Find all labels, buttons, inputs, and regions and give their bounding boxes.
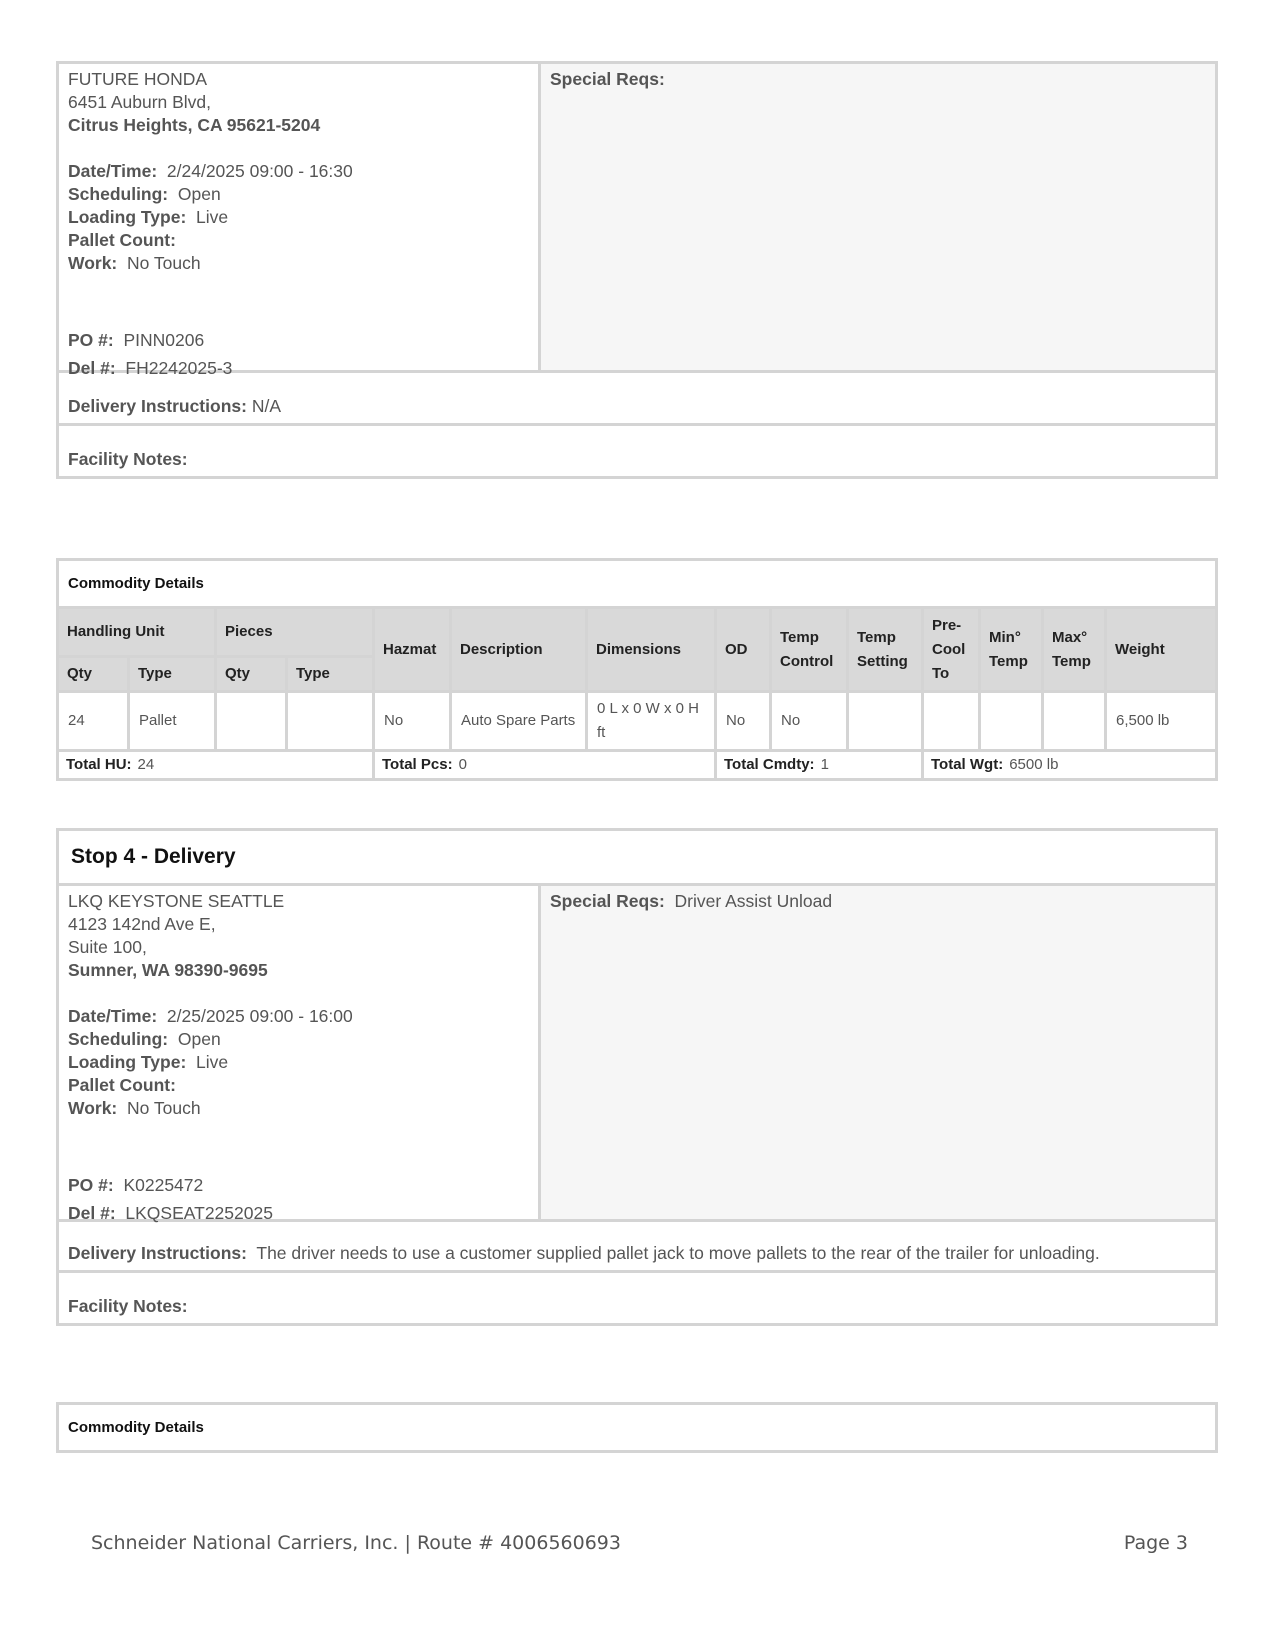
footer-route-info: Schneider National Carriers, Inc. | Route # 4006560693 (91, 1532, 621, 1554)
header-hazmat: Hazmat (374, 608, 451, 692)
stop3-facility-notes: Facility Notes: (68, 449, 188, 469)
header-description: Description (451, 608, 587, 692)
total-pcs: Total Pcs: 0 (374, 751, 716, 780)
stop4-panel (56, 828, 1218, 1326)
stop4-address-column (59, 886, 541, 1223)
totals-row (58, 751, 1217, 780)
cell-hazmat: No (374, 692, 451, 751)
stop3-facility-name: FUTURE HONDA (68, 69, 208, 89)
stop4-heading: Stop 4 - Delivery (59, 831, 1215, 886)
header-dimensions: Dimensions (587, 608, 716, 692)
stop3-address-line: 6451 Auburn Blvd, (68, 92, 212, 112)
header-hu-qty: Qty (58, 657, 129, 692)
stop4-del: Del #: LKQSEAT2252025 (68, 1203, 273, 1223)
footer-page-number: Page 3 (1123, 1532, 1188, 1554)
commodity-details-panel-2 (56, 1402, 1218, 1453)
cell-hu-qty: 24 (58, 692, 129, 751)
stop3-work: Work: No Touch (68, 253, 201, 273)
stop4-main-row (59, 886, 1215, 1222)
header-temp-setting: Temp Setting (848, 608, 923, 692)
commodity-details-title: Commodity Details (59, 561, 1215, 609)
cell-temp-control: No (771, 692, 848, 751)
stop4-work: Work: No Touch (68, 1098, 201, 1118)
header-max-temp: Max° Temp (1043, 608, 1106, 692)
stop3-delivery-instructions: Delivery Instructions: N/A (59, 373, 1215, 426)
header-pc-type: Type (287, 657, 374, 692)
stop3-main-row (59, 64, 1215, 378)
stop4-po: PO #: K0225472 (68, 1175, 204, 1195)
total-hu: Total HU: 24 (58, 751, 374, 780)
stop4-address-line: 4123 142nd Ave E, (68, 914, 216, 934)
header-pc-qty: Qty (216, 657, 287, 692)
header-pieces: Pieces (216, 608, 374, 657)
stop4-special-reqs: Special Reqs: Driver Assist Unload (541, 886, 1215, 1219)
stop3-datetime: Date/Time: 2/24/2025 09:00 - 16:30 (68, 161, 353, 181)
stop3-panel (56, 61, 1218, 479)
stop4-pallet-count: Pallet Count: (68, 1075, 176, 1095)
header-min-temp: Min° Temp (980, 608, 1043, 692)
cell-description: Auto Spare Parts (451, 692, 587, 751)
cell-max-temp (1043, 692, 1106, 751)
stop3-special-reqs: Special Reqs: (541, 64, 1215, 370)
commodity-details-panel (56, 558, 1218, 781)
stop3-pallet-count: Pallet Count: (68, 230, 176, 250)
commodity-table (56, 606, 1218, 781)
header-precool: Pre-Cool To (923, 608, 980, 692)
cell-weight: 6,500 lb (1106, 692, 1217, 751)
stop3-loading-type: Loading Type: Live (68, 207, 229, 227)
stop3-city-line: Citrus Heights, CA 95621-5204 (68, 115, 321, 135)
stop3-po: PO #: PINN0206 (68, 330, 205, 350)
header-handling-unit: Handling Unit (58, 608, 216, 657)
cell-min-temp (980, 692, 1043, 751)
cell-pc-qty (216, 692, 287, 751)
stop4-loading-type: Loading Type: Live (68, 1052, 229, 1072)
header-hu-type: Type (129, 657, 216, 692)
total-wgt: Total Wgt: 6500 lb (923, 751, 1217, 780)
table-row (58, 692, 1217, 751)
stop3-address-column (59, 64, 541, 378)
stop4-city-line: Sumner, WA 98390-9695 (68, 960, 268, 980)
stop3-scheduling: Scheduling: Open (68, 184, 221, 204)
cell-hu-type: Pallet (129, 692, 216, 751)
stop4-address-line2: Suite 100, (68, 937, 147, 957)
stop4-delivery-instructions: Delivery Instructions: The driver needs to use a customer supplied pallet jack to move pallets to the rear of the trailer for unloading. (59, 1222, 1215, 1273)
stop4-facility-name: LKQ KEYSTONE SEATTLE (68, 891, 285, 911)
stop4-datetime: Date/Time: 2/25/2025 09:00 - 16:00 (68, 1006, 353, 1026)
stop4-facility-notes: Facility Notes: (68, 1296, 188, 1316)
header-temp-control: Temp Control (771, 608, 848, 692)
cell-od: No (716, 692, 771, 751)
commodity-details-title-2: Commodity Details (68, 1419, 204, 1436)
cell-temp-setting (848, 692, 923, 751)
cell-dimensions: 0 L x 0 W x 0 H ft (587, 692, 716, 751)
header-od: OD (716, 608, 771, 692)
cell-precool (923, 692, 980, 751)
stop3-del: Del #: FH2242025-3 (68, 358, 233, 378)
cell-pc-type (287, 692, 374, 751)
stop4-scheduling: Scheduling: Open (68, 1029, 221, 1049)
header-weight: Weight (1106, 608, 1217, 692)
total-cmdty: Total Cmdty: 1 (716, 751, 923, 780)
